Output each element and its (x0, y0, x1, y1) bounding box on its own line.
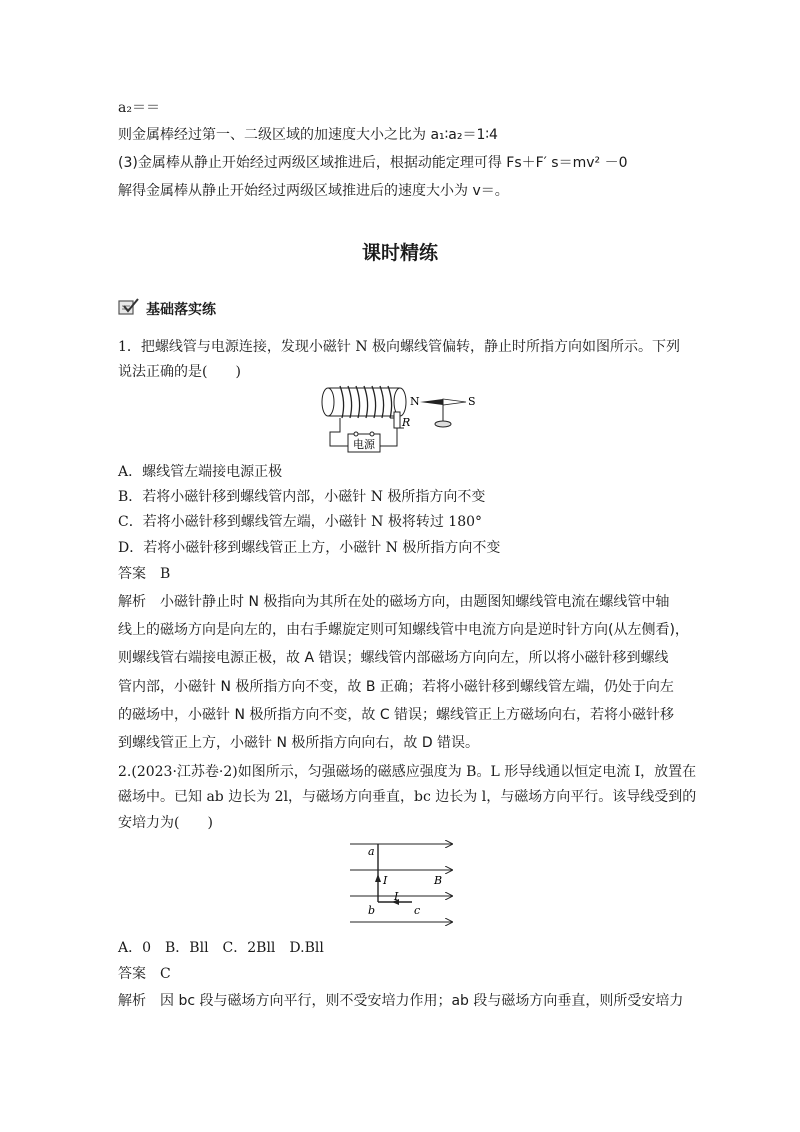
solution-line: a₂＝＝ (118, 100, 160, 116)
analysis-line: 管内部，小磁针 N 极所指方向不变，故 B 正确；若将小磁针移到螺线管左端，仍处于向左 (118, 679, 674, 695)
question-stem: 2.(2023·江苏卷·2)如图所示，匀强磁场的磁感应强度为 B。L 形导线通以恒定电流 I，放置在 (118, 764, 697, 780)
question-stem: 安培力为( ) (118, 815, 213, 831)
section-header (118, 298, 216, 320)
section-label: 基础落实练 (146, 302, 216, 318)
answer: 答案 B (118, 566, 171, 582)
analysis-line: 到螺线管正上方，小磁针 N 极所指方向向右，故 D 错误。 (118, 735, 480, 751)
solution-line: (3)金属棒从静止开始经过两级区域推进后，根据动能定理可得 Fs＋F′ s＝mv² －0 (118, 155, 628, 171)
question-stem: 1．把螺线管与电源连接，发现小磁针 N 极向螺线管偏转，静止时所指方向如图所示。下列 (118, 339, 681, 355)
solution-line: 则金属棒经过第一、二级区域的加速度大小之比为 a₁∶a₂＝1∶4 (118, 127, 498, 143)
analysis-line: 解析 因 bc 段与磁场方向平行，则不受安培力作用；ab 段与磁场方向垂直，则所受安培力 (118, 993, 684, 1009)
field-label: B (434, 874, 443, 887)
option-b: B．若将小磁针移到螺线管内部，小磁针 N 极所指方向不变 (118, 489, 486, 505)
current-label-horizontal: I (394, 890, 399, 903)
magnetic-field-figure (348, 838, 458, 930)
analysis-line: 解析 小磁针静止时 N 极指向为其所在处的磁场方向，由题图知螺线管电流在螺线管中轴 (118, 594, 670, 610)
analysis-line: 线上的磁场方向是向左的，由右手螺旋定则可知螺线管中电流方向是逆时针方向(从左侧看)， (118, 622, 689, 638)
point-c-label: c (414, 904, 421, 917)
options: A．0 B．Bll C．2Bll D.Bll (118, 940, 324, 956)
question-stem: 磁场中。已知 ab 边长为 2l，与磁场方向垂直，bc 边长为 l，与磁场方向平行。该导线受到的 (118, 789, 697, 805)
page-title: 课时精练 (361, 242, 438, 264)
analysis-line: 则螺线管右端接电源正极，故 A 错误；螺线管内部磁场方向向左，所以将小磁针移到螺线 (118, 650, 669, 666)
solution-line: 解得金属棒从静止开始经过两级区域推进后的速度大小为 v＝。 (118, 183, 509, 199)
current-label-vertical: I (383, 874, 388, 887)
point-b-label: b (368, 904, 376, 917)
source-label: 电源 (353, 438, 375, 451)
checklist-icon (118, 298, 140, 320)
solenoid-figure (318, 380, 493, 456)
point-a-label: a (368, 845, 375, 858)
analysis-line: 的磁场中，小磁针 N 极所指方向不变，故 C 错误；螺线管正上方磁场向右，若将小磁针移 (118, 707, 675, 723)
answer: 答案 C (118, 966, 171, 982)
option-a: A．螺线管左端接电源正极 (118, 464, 283, 480)
resistor-label: R (402, 416, 411, 429)
option-d: D．若将小磁针移到螺线管正上方，小磁针 N 极所指方向不变 (118, 540, 501, 556)
s-pole-label: S (468, 395, 476, 408)
question-stem: 说法正确的是( ) (118, 364, 241, 380)
n-pole-label: N (410, 395, 420, 408)
option-c: C．若将小磁针移到螺线管左端，小磁针 N 极将转过 180° (118, 514, 483, 530)
